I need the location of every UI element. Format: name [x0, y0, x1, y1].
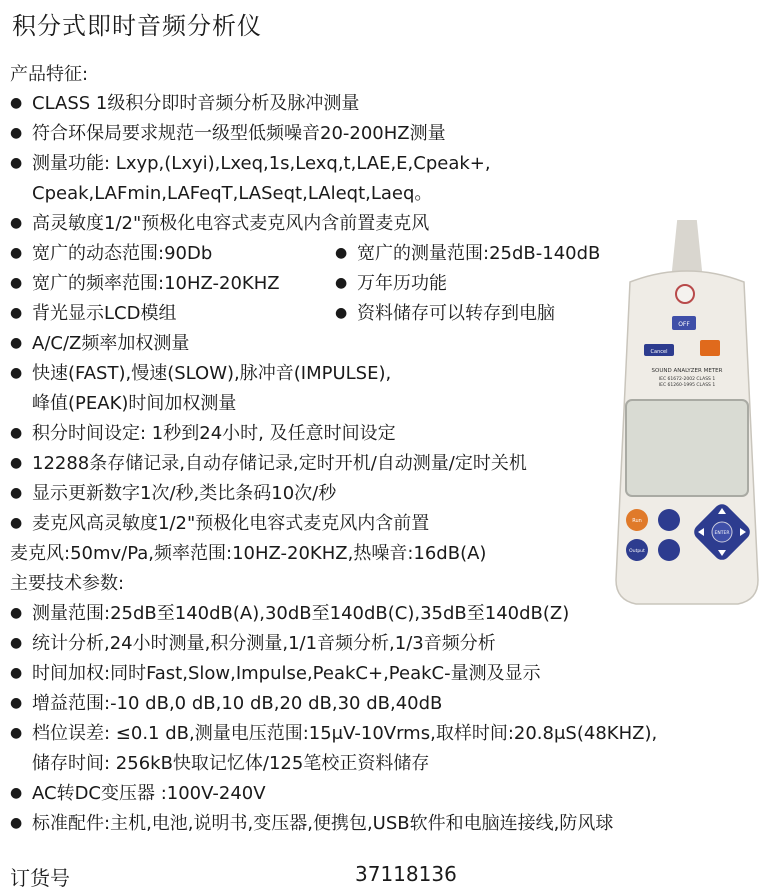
feature-item: ●快速(FAST),慢速(SLOW),脉冲音(IMPULSE),: [10, 361, 391, 388]
cancel-label: Cancel: [650, 349, 668, 355]
lcd-screen: [626, 400, 748, 496]
feature-item: ●显示更新数字1次/秒,类比条码10次/秒: [10, 481, 336, 508]
feature-item: ●CLASS 1级积分即时音频分析及脉冲测量: [10, 91, 359, 118]
feature-item: ● 万年历功能: [335, 271, 447, 298]
feature-item: ●积分时间设定: 1秒到24小时, 及任意时间设定: [10, 421, 396, 448]
bullet-icon: [10, 451, 32, 478]
bullet-icon: [10, 661, 32, 688]
feature-item: ● 资料储存可以转存到电脑: [335, 301, 555, 328]
bullet-icon: [10, 301, 32, 328]
feature-item: ●测量功能: Lxyp,(Lxyi),Lxeq,1s,Lexq,t,LAE,E,Cpeak+,: [10, 151, 491, 178]
bullet-icon: [335, 271, 357, 298]
spec-item: ●标准配件:主机,电池,说明书,变压器,便携包,USB软件和电脑连接线,防风球: [10, 811, 613, 838]
spec-item: ●测量范围:25dB至140dB(A),30dB至140dB(C),35dB至140dB(Z): [10, 601, 569, 628]
bullet-icon: [335, 301, 357, 328]
bullet-icon: [10, 691, 32, 718]
feature-item: ●高灵敏度1/2"预极化电容式麦克风内含前置麦克风: [10, 211, 429, 238]
bullet-icon: [10, 511, 32, 538]
function-button: [658, 539, 680, 561]
standard-label-1: IEC 61672-2002 CLASS 1: [658, 377, 716, 382]
standard-label-2: IEC 61260-1995 CLASS 1: [658, 383, 716, 388]
off-label: OFF: [678, 321, 690, 328]
order-number: 37118136: [355, 862, 457, 886]
feature-item: ●符合环保局要求规范一级型低频噪音20-200HZ测量: [10, 121, 446, 148]
feature-item: ●背光显示LCD模组: [10, 301, 176, 328]
order-label: 订货号: [10, 866, 70, 890]
bullet-icon: [10, 601, 32, 628]
feature-item-cont: 峰值(PEAK)时间加权测量: [32, 393, 237, 414]
model-label: SOUND ANALYZER METER: [651, 368, 723, 374]
feature-item: ●宽广的频率范围:10HZ-20KHZ: [10, 271, 280, 298]
bullet-icon: [10, 121, 32, 148]
bullet-icon: [10, 781, 32, 808]
run-label: Run: [632, 518, 642, 524]
output-label: Output: [629, 549, 645, 554]
spec-item: ●AC转DC变压器 :100V-240V: [10, 781, 266, 808]
bullet-icon: [10, 421, 32, 448]
feature-item: ●麦克风高灵敏度1/2"预极化电容式麦克风内含前置: [10, 511, 429, 538]
spec-item: ●档位误差: ≤0.1 dB,测量电压范围:15μV-10Vrms,取样时间:20.8μS(48KHZ),: [10, 721, 657, 748]
spec-item-cont: 储存时间: 256kB快取记忆体/125笔校正资料储存: [32, 753, 430, 774]
bullet-icon: [10, 481, 32, 508]
bullet-icon: [10, 241, 32, 268]
bullet-icon: [10, 271, 32, 298]
bullet-icon: [10, 151, 32, 178]
page-title: 积分式即时音频分析仪: [12, 12, 262, 40]
spec-item: ●统计分析,24小时测量,积分测量,1/1音频分析,1/3音频分析: [10, 631, 496, 658]
sound-level-meter-image: [600, 220, 770, 640]
bullet-icon: [10, 631, 32, 658]
spec-item: ●时间加权:同时Fast,Slow,Impulse,PeakC+,PeakC-量测及显示: [10, 661, 541, 688]
spec-item: ●增益范围:-10 dB,0 dB,10 dB,20 dB,30 dB,40dB: [10, 691, 442, 718]
feature-item: ●A/C/Z频率加权测量: [10, 331, 189, 358]
bullet-icon: [10, 331, 32, 358]
bullet-icon: [10, 811, 32, 838]
bullet-icon: [10, 361, 32, 388]
feature-item: ●12288条存储记录,自动存储记录,定时开机/自动测量/定时关机: [10, 451, 527, 478]
feature-item: ● 宽广的测量范围:25dB-140dB: [335, 241, 600, 268]
enter-label: ENTER: [714, 531, 730, 536]
feature-item: ●宽广的动态范围:90Db: [10, 241, 212, 268]
specs-heading: 主要技术参数:: [10, 573, 125, 594]
bullet-icon: [10, 91, 32, 118]
return-icon: [658, 509, 680, 531]
feature-microphone-spec: 麦克风:50mv/Pa,频率范围:10HZ-20KHZ,热噪音:16dB(A): [10, 543, 487, 564]
bullet-icon: [10, 211, 32, 238]
bullet-icon: [10, 721, 32, 748]
orange-key: [700, 340, 720, 356]
bullet-icon: [335, 241, 357, 268]
feature-item-cont: Cpeak,LAFmin,LAFeqT,LASeqt,LAleqt,Laeq。: [32, 183, 433, 204]
power-icon: [676, 285, 694, 303]
features-heading: 产品特征:: [10, 64, 89, 85]
